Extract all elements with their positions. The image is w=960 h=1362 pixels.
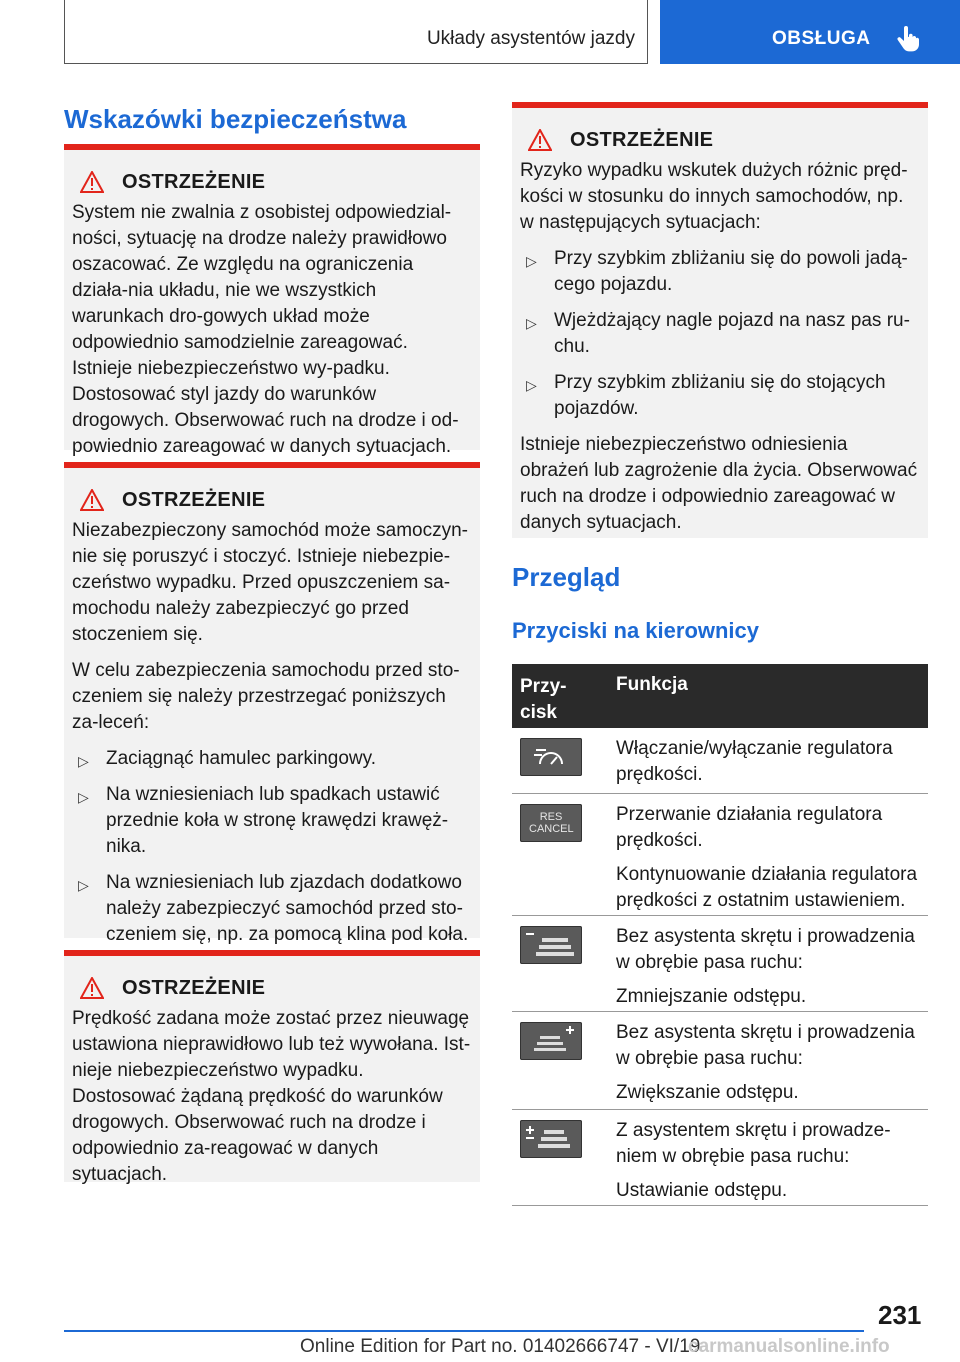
- warning-box-2: [64, 462, 480, 945]
- footer-divider: [64, 1330, 864, 1332]
- warning-text: Niezabezpieczony samochód może samoczyn-nie się poruszyć i stoczyć. Istnieje niebezpie-czeństwo wypadku. Przed opuszczeniem sa-mochodu należy zabezpieczyć go przed stoczeniem się.: [72, 520, 469, 645]
- list-item: [72, 870, 472, 948]
- left-section-title-wrap: [64, 104, 480, 135]
- warning-text: System nie zwalnia z osobistej odpowiedzial-ności, sytuację na drodze należy prawidłowo oszacować. Ze względu na ograniczenia działa-nia układu, nie we wszystkich warunkach dro-gowych układ może odpowiednio samodzielnie zareagować. Istnieje niebezpieczeństwo wy-padku. Dostosować styl jazdy do warunków drogowych. Obserwować ruch na drodze i od-powiednio zareagować w danych sytuacjach.: [72, 202, 459, 457]
- list-item-text: Na wzniesieniach lub spadkach ustawić przednie koła w stronę krawędzi krawęż-nika.: [106, 784, 449, 857]
- buttons-table: [512, 664, 928, 1206]
- list-item: [72, 746, 472, 772]
- bullet-triangle-icon: ▷: [526, 377, 537, 393]
- table-header: [512, 664, 928, 728]
- column-header-button: Przy-cisk: [520, 676, 567, 723]
- warning-triangle-icon: [80, 977, 104, 999]
- function-text: Zmniejszanie odstępu.: [616, 986, 807, 1007]
- warning-text: W celu zabezpieczenia samochodu przed sto-czeniem się należy przestrzegać poniższych za-leceń:: [72, 660, 460, 733]
- warning-label: OSTRZEŻENIE: [122, 488, 266, 511]
- warning-box-1: [64, 144, 480, 457]
- function-text: Włączanie/wyłączanie regulatora prędkości.: [616, 738, 893, 785]
- table-row: [512, 1110, 928, 1206]
- function-text: Ustawianie odstępu.: [616, 1180, 788, 1201]
- warning-label: OSTRZEŻENIE: [122, 976, 266, 999]
- warning-label: OSTRZEŻENIE: [570, 128, 714, 151]
- section-title: Przegląd: [512, 562, 621, 592]
- section-heading-wrap: [512, 562, 928, 593]
- res-cancel-label: RES CANCEL: [529, 811, 574, 835]
- list-item-text: Przy szybkim zbliżaniu się do powoli jadą-cego pojazdu.: [554, 248, 908, 295]
- function-text: Kontynuowanie działania regulatora prędkości z ostatnim ustawieniem.: [616, 864, 918, 911]
- watermark: carmanualsonline.info: [688, 1336, 890, 1357]
- subsection-title: Przyciski na kierownicy: [512, 618, 760, 643]
- function-text: Przerwanie działania regulatora prędkości.: [616, 804, 883, 851]
- function-text: Bez asystenta skrętu i prowadzenia w obrębie pasa ruchu:: [616, 926, 915, 973]
- function-text: Zwiększanie odstępu.: [616, 1082, 799, 1103]
- header-chapter-tab: [660, 0, 960, 64]
- list-item-text: Na wzniesieniach lub zjazdach dodatkowo należy zabezpieczyć samochód przed sto-czeniem się, np. za pomocą klina pod koła.: [106, 872, 469, 945]
- function-text: Bez asystenta skrętu i prowadzenia w obrębie pasa ruchu:: [616, 1022, 915, 1069]
- bullet-triangle-icon: ▷: [78, 789, 89, 805]
- warning-text: Prędkość zadana może zostać przez nieuwagę ustawiona nieprawidłowo lub też wywołana. Ist-nieje niebezpieczeństwo wypadku. Dostosować żądaną prędkość do warunków drogowych. Obserwować ruch na drodze i odpowiednio za-reagować w danych sytuacjach.: [72, 1008, 471, 1185]
- bullet-triangle-icon: ▷: [526, 315, 537, 331]
- page-number: 231: [878, 1300, 922, 1330]
- subsection-heading-wrap: [512, 618, 928, 644]
- distance-decrease-icon: [520, 926, 582, 964]
- list-item: [72, 782, 472, 860]
- warning-text: Istnieje niebezpieczeństwo odniesienia obrażeń lub zagrożenie dla życia. Obserwować ruch na drodze i odpowiednio zareagować w danych sytuacjach.: [520, 434, 918, 533]
- bullet-triangle-icon: ▷: [78, 753, 89, 769]
- bullet-triangle-icon: ▷: [526, 253, 537, 269]
- table-row: [512, 794, 928, 916]
- warning-triangle-icon: [528, 129, 552, 151]
- warning-triangle-icon: [80, 171, 104, 193]
- list-item: [520, 370, 920, 422]
- warning-triangle-icon: [80, 489, 104, 511]
- table-row: [512, 1012, 928, 1110]
- column-header-function: Funkcja: [616, 674, 688, 695]
- warning-box-4: [512, 102, 928, 538]
- function-text: Z asystentem skrętu i prowadze-niem w obrębie pasa ruchu:: [616, 1120, 891, 1167]
- list-item: [520, 308, 920, 360]
- warning-text: Ryzyko wypadku wskutek dużych różnic pręd-kości w stosunku do innych samochodów, np. w następujących sytuacjach:: [520, 160, 908, 233]
- list-item: [520, 246, 920, 298]
- bullet-triangle-icon: ▷: [78, 877, 89, 893]
- list-item-text: Zaciągnąć hamulec parkingowy.: [106, 748, 377, 769]
- warning-box-3: [64, 950, 480, 1185]
- warning-label: OSTRZEŻENIE: [122, 170, 266, 193]
- header-chapter-label: OBSŁUGA: [772, 28, 871, 49]
- header-section-title: Układy asystentów jazdy: [426, 28, 635, 49]
- list-item-text: Przy szybkim zbliżaniu się do stojących pojazdów.: [554, 372, 886, 419]
- table-row: [512, 728, 928, 794]
- header-section-box: [64, 0, 648, 64]
- page-title: Wskazówki bezpieczeństwa: [64, 104, 407, 134]
- list-item-text: Wjeżdżający nagle pojazd na nasz pas ru-chu.: [554, 310, 910, 357]
- distance-set-icon: [520, 1120, 582, 1158]
- cruise-control-speedometer-icon: [520, 738, 582, 776]
- table-row: [512, 916, 928, 1012]
- pointing-hand-icon: [896, 26, 920, 52]
- res-cancel-button-icon: [520, 804, 582, 842]
- distance-increase-icon: [520, 1022, 582, 1060]
- footer-edition: Online Edition for Part no. 01402666747 - VI/19: [300, 1336, 701, 1357]
